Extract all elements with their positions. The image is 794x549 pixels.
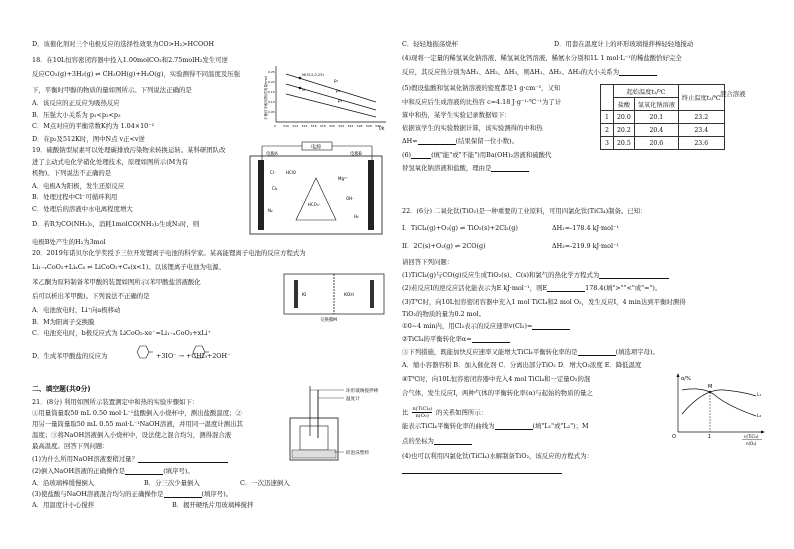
q22-graph bbox=[664, 370, 768, 446]
svg-text:H₂: H₂ bbox=[354, 214, 359, 219]
table-subheader: 盐酸 bbox=[614, 98, 635, 111]
answer-blank[interactable] bbox=[472, 336, 510, 343]
q18-graph-label-p2: p₂ bbox=[336, 88, 341, 93]
q18-graph-xlabel: T/K bbox=[378, 126, 385, 131]
q20-stem-4: 后可以析出苯甲酸)。下列说法不正确的是 bbox=[32, 292, 150, 300]
svg-text:Cl⁻: Cl⁻ bbox=[270, 170, 277, 175]
q22-stem: 22．(6分) 二氧化钛(TiO₂)是一种重要的工业原料，可用四氯化钛(TiCl₄)制备。已知： bbox=[402, 207, 647, 215]
q18-option-a: A．该反应的正反应为吸热反应 bbox=[32, 99, 120, 107]
svg-text:N₂: N₂ bbox=[268, 208, 273, 213]
q22-graph-line-l1: L₁ bbox=[757, 393, 762, 398]
svg-text:Cl₂: Cl₂ bbox=[272, 186, 278, 191]
q21-q5-4: 依据该学生的实验数据计算，该实验测得的中和热 bbox=[402, 124, 543, 132]
q18-graph-point-n: N bbox=[302, 88, 305, 92]
q22-graph-point-m: M bbox=[708, 384, 713, 390]
q19-electrode-b-label: 电极B bbox=[350, 152, 362, 157]
q18-graph-label-p3: p₃ bbox=[338, 98, 343, 103]
q22-q3: (3)T℃时，向10L恒容密闭容器中充入1 mol TiCl₄和2 mol O₂，发生反应I，4 min达到平衡时测得 bbox=[402, 298, 686, 306]
q22-ask: 请回答下列问题： bbox=[402, 258, 454, 266]
q21-q4: (4)现将一定量的稀氢氧化钠溶液、稀氢氧化钙溶液、稀氨水分别和1L 1 mol·L⁻¹的稀盐酸恰好完全 bbox=[402, 54, 682, 62]
q18-graph-tick-x: 522 bbox=[338, 124, 345, 128]
svg-text:KI: KI bbox=[302, 293, 307, 298]
table-header-start: 起始温度t₁/℃ bbox=[614, 85, 679, 98]
left-column bbox=[32, 0, 392, 549]
q19-option-d: D．若R为CO(NH₂)₂，消耗1molCO(NH₂)₂生成N₂时，则 bbox=[32, 220, 200, 228]
q18-graph-tick-y: 0.05 bbox=[268, 110, 275, 114]
calorimeter-label-stirrer: 环形玻璃搅拌棒 bbox=[346, 389, 379, 394]
q18-stem-3: 下，平衡时甲醇的物质的量如图所示。下列说法正确的是 bbox=[32, 86, 192, 94]
answer-blank[interactable] bbox=[125, 468, 163, 475]
q18-graph bbox=[264, 62, 392, 134]
q21-q2: (2)倒入NaOH溶液的正确操作是 (填序号)。 bbox=[32, 467, 194, 475]
q22-q4: (4)也可以利用四氯化钛(TiCl₄)水解制备TiO₂，该反应的方程式为： bbox=[402, 452, 593, 460]
table-row: 2 20.2 20.4 23.4 bbox=[601, 124, 725, 137]
q20-option-d: D．生成苯甲酸盐的反应为 bbox=[32, 352, 108, 360]
q22-graph-xlabel-bot: n(O₂) bbox=[746, 441, 757, 446]
q22-eq-1-dh: ΔH₁=-178.4 kJ·mol⁻¹ bbox=[552, 224, 619, 232]
q22-q3-3: ③下列措施，既能加快反应速率又能增大TiCl₄平衡转化率的是 (填选项字母)。 bbox=[402, 348, 659, 356]
answer-blank[interactable] bbox=[547, 285, 585, 292]
q22-eq-2-dh: ΔH₂=-219.9 kJ·mol⁻¹ bbox=[552, 242, 619, 250]
q22-q3-1: ①0~4 min内，用Cl₂表示的反应速率v(Cl₂)= bbox=[402, 322, 570, 330]
q20-option-c: C．电池充电时，b极反应式为 LiCoO₂-xe⁻=Li₁₋ₓCoO₂+xLi⁺ bbox=[32, 329, 211, 337]
q21-stem-2: ①用量筒量取50 mL 0.50 mol·L⁻¹盐酸倒入小烧杯中，测出盐酸温度；② bbox=[32, 409, 242, 417]
q19-stem-3: 机物)。下列说法不正确的是 bbox=[32, 169, 112, 177]
q20-stem-2: Li₁₋ₓCoO₂+LiₓC₆ ⇌ LiCoO₂+C₆(x<1)。以该锂离子电池为电源、 bbox=[32, 263, 226, 271]
q18-graph-tick-y: 0.20 bbox=[268, 80, 275, 84]
q20-stem: 20．2019年诺贝尔化学奖授予三位开发锂离子电池的科学家。某高能锂离子电池的反应方程式为 bbox=[32, 249, 306, 257]
q18-graph-tick-x: 514 bbox=[301, 124, 308, 128]
q20-option-b: B．M为阳离子交换膜 bbox=[32, 318, 95, 326]
q20-option-a: A．电池放电时，Li⁺向a极移动 bbox=[32, 306, 121, 314]
q19-stem-2: 进了主动式电化学硝化处理技术，原理如图所示(M为有 bbox=[32, 158, 189, 166]
q19-electrode-a-label: 电极A bbox=[266, 152, 278, 157]
q21-q1: (1)为什么所用NaOH溶液要稍过量？ bbox=[32, 455, 228, 463]
answer-blank[interactable] bbox=[164, 491, 202, 498]
q21-q6: (6) (填"能"或"不能")用Ba(OH)₂溶液和硫酸代 bbox=[402, 151, 552, 159]
q21-q5-3: 算中和热，某学生实验记录数据如下： bbox=[402, 111, 511, 119]
ratio-denominator: n(O₂) bbox=[415, 413, 429, 419]
answer-blank[interactable] bbox=[619, 69, 657, 76]
q19-stem: 19．硫酸钠型尿素可以处理碳排放污染物来转换运转。某科研团队改 bbox=[32, 146, 226, 154]
q22-graph-x1: 1 bbox=[708, 434, 712, 440]
answer-blank[interactable] bbox=[532, 323, 570, 330]
svg-text:HClO: HClO bbox=[286, 170, 297, 175]
q22-graph-line-l2: L₂ bbox=[757, 414, 762, 419]
q21-q2-option-b: B．分三次少量倒入 bbox=[144, 479, 200, 487]
q18-graph-label-p1: p₁ bbox=[334, 78, 339, 83]
table-row: 1 20.0 20.1 23.2 bbox=[601, 111, 725, 124]
q19-option-c: C．处理后的溶液中水电离程度增大 bbox=[32, 205, 133, 213]
q21-q3-option-d: D．用套在温度计上的环形玻璃搅拌棒轻轻地搅动 bbox=[554, 40, 694, 48]
q18-stem-2: 反应CO₂(g)+3H₂(g) ⇌ CH₃OH(g)+H₂O(g)，实验测得不同温度及压强 bbox=[32, 70, 241, 78]
q22-q3-4-5: 点的坐标为 bbox=[402, 437, 472, 445]
answer-blank[interactable] bbox=[495, 423, 533, 430]
q21-q4-2: 反应，其反应热分别为ΔH₁、ΔH₂、ΔH₃，则ΔH₁、ΔH₂、ΔH₃的大小关系为 bbox=[402, 68, 657, 76]
q18-graph-tick-x: 526 bbox=[356, 124, 363, 128]
q22-q3-4-2: 合气体，发生反应I，两种气体的平衡转化率(α)与起始的物质的量之 bbox=[402, 389, 593, 397]
answer-blank[interactable] bbox=[138, 456, 228, 463]
q18-graph-tick-x: 510 bbox=[283, 124, 289, 128]
q18-graph-tick-x: 524 bbox=[347, 124, 354, 128]
q18-graph-point-m: M(512,0.25) bbox=[302, 73, 324, 77]
q21-q3-option-a: A．用温度计小心搅拌 bbox=[32, 501, 95, 509]
q21-data-table bbox=[600, 84, 725, 150]
benzene-ring-icon bbox=[134, 344, 154, 360]
table-row: 3 20.5 20.6 23.6 bbox=[601, 137, 725, 150]
q18-graph-tick-y: 0.25 bbox=[268, 70, 275, 74]
answer-blank[interactable] bbox=[578, 349, 616, 356]
q22-graph-ylabel: α/% bbox=[681, 376, 691, 382]
q21-q5-5: ΔH= (结果保留一位小数)。 bbox=[402, 137, 519, 145]
right-column bbox=[402, 0, 770, 549]
q18-graph-tick-x: 518 bbox=[320, 124, 326, 128]
section-2-title: 二、填空题(共0分) bbox=[32, 385, 91, 393]
answer-blank[interactable] bbox=[411, 152, 431, 159]
q22-q1: (1)TiCl₄(g)与CO(g)反应生成TiO₂(s)、C(s)和氯气的热化学方程式为 bbox=[402, 271, 669, 279]
q18-graph-tick-y: 0.15 bbox=[268, 90, 275, 94]
q21-q3-option-c: C．轻轻地振荡烧杯 bbox=[402, 40, 459, 48]
q21-q5: (5)假设盐酸和氢氧化钠溶液的密度都是1 g·cm⁻³，又知 bbox=[402, 84, 561, 92]
benzene-ring-icon bbox=[190, 344, 210, 360]
q22-q3-4-3: 比 n(TiCl₄) n(O₂) 的关系如图所示： bbox=[402, 406, 488, 419]
q20-membrane-label: 交换膜M bbox=[320, 318, 337, 322]
answer-blank[interactable] bbox=[434, 438, 472, 445]
calorimeter-label-thermometer: 温度计 bbox=[346, 397, 360, 402]
q18-graph-tick-x: 512 bbox=[292, 124, 299, 128]
q22-q3-4-4: 能表示TiCl₄平衡转化率的曲线为 (填"L₁"或"L₂")；M bbox=[402, 422, 589, 430]
q19-option-d-2: 电极B处产生的H₂为3mol bbox=[32, 238, 106, 246]
q20-device-diagram bbox=[280, 270, 390, 322]
q22-graph-xlabel-top: n(TiCl₄) bbox=[744, 434, 759, 439]
q22-q3-3-options: A．缩小容器容积 B．加入催化剂 C．分离出部分TiO₂ D．增大O₂浓度 E．降低温度 bbox=[402, 361, 642, 369]
answer-blank[interactable] bbox=[491, 165, 529, 172]
q19-option-b: B．处理过程中Cl⁻可循环利用 bbox=[32, 193, 118, 201]
calorimeter-label-foam: 碎泡沫塑料 bbox=[346, 451, 369, 456]
q19-cell-diagram bbox=[242, 140, 390, 238]
table-subheader: 氢氧化钠溶液 bbox=[634, 98, 678, 111]
svg-text:KOH: KOH bbox=[344, 293, 354, 298]
q21-stem-5: 最高温度。回答下列问题： bbox=[32, 442, 109, 450]
q21-stem: 21．(8分) 利用如图所示装置测定中和热的实验步骤如下： bbox=[32, 398, 199, 406]
q22-q2: (2)若反应I的逆反应活化能表示为E kJ·mol⁻¹，则E 178.4(填">""<"或"=")。 bbox=[402, 284, 662, 292]
answer-blank[interactable] bbox=[402, 467, 562, 474]
q22-eq-2: II．2C(s)+O₂(g) ⇌ 2CO(g) bbox=[402, 242, 486, 250]
q18-stem: 18．在10L恒容密闭容器中投入1.00molCO₂和2.75molH₂发生可逆 bbox=[32, 56, 228, 64]
q21-stem-3: 用另一量筒量取50 mL 0.55 mol·L⁻¹NaOH溶液，并用同一温度计测出其 bbox=[32, 420, 243, 428]
q18-option-d: D．在p₂及512K时，图中N点 v正<v逆 bbox=[32, 135, 145, 143]
q21-q5-2: 中和反应后生成溶液的比热容 c=4.18 J·g⁻¹·℃⁻¹为了计 bbox=[402, 98, 562, 106]
q21-q2-option-c: C．一次迅速倒入 bbox=[240, 479, 290, 487]
q22-q4-answer bbox=[402, 466, 562, 474]
q18-graph-ylabel: 平衡时甲醇的物质的量/mol bbox=[264, 76, 268, 120]
q19-power-label: 电源 bbox=[311, 144, 322, 151]
q18-graph-tick-x: 520 bbox=[329, 124, 335, 128]
q21-q2-option-a: A．沿玻璃棒缓慢倒入 bbox=[32, 479, 95, 487]
q20-stem-3: 苯乙酮为原料制备苯甲酸的装置如图所示(苯甲酸盐溶液酸化 bbox=[32, 278, 201, 286]
q19-option-a: A．电极A为阳极，发生还原反应 bbox=[32, 182, 125, 190]
q22-q3-2: TiO₂的物质的量为0.2 mol。 bbox=[402, 310, 485, 318]
answer-blank[interactable] bbox=[418, 138, 456, 145]
q17-option-d: D．该催化剂对三个电极反应的选择性效果为CO>H₂>HCOOH bbox=[32, 40, 215, 48]
q18-graph-tick-x: 0 bbox=[274, 124, 276, 128]
table-header-end: 终止温度t₂/℃ bbox=[678, 85, 724, 111]
q21-q3-option-b: B．揭开硬纸片用玻璃棒搅拌 bbox=[172, 501, 254, 509]
q21-q6-2: 替氢氧化钠溶液和盐酸，理由是 bbox=[402, 164, 529, 172]
table-subheader: 混合溶液 bbox=[720, 90, 746, 98]
ratio-numerator: n(TiCl₄) bbox=[412, 406, 432, 412]
q22-q3-2b: ②TiCl₄的平衡转化率α= bbox=[402, 335, 510, 343]
q18-graph-tick-x: 530 bbox=[375, 124, 381, 128]
q22-graph-origin: O bbox=[672, 434, 676, 440]
q22-q3-4: ④T℃时，向10L恒容密闭容器中充入4 mol TiCl₄和一定量O₂的混 bbox=[402, 375, 591, 383]
q18-graph-tick-y: 0.10 bbox=[268, 100, 275, 104]
q18-option-c: C．M点对应的平衡常数K约为 1.04×10⁻² bbox=[32, 122, 155, 130]
answer-blank[interactable] bbox=[599, 272, 669, 279]
q18-graph-tick-x: 528 bbox=[366, 124, 372, 128]
svg-text:Mg²⁺: Mg²⁺ bbox=[338, 176, 348, 181]
q22-eq-1: I．TiCl₄(g)+O₂(g) ⇌ TiO₂(s)+2Cl₂(g) bbox=[402, 224, 518, 232]
q20-equation: +3IO⁻ → +CHI₃+2OH⁻ bbox=[156, 352, 231, 360]
q18-option-b: B．压强大小关系为 p₁<p₂<p₃ bbox=[32, 111, 121, 119]
svg-text:HCO₃⁻: HCO₃⁻ bbox=[308, 202, 321, 207]
calorimeter-diagram bbox=[284, 384, 392, 474]
q21-q3: (3)使盐酸与NaOH溶液混合均匀的正确操作是 (填序号)。 bbox=[32, 490, 233, 498]
svg-text:OH⁻: OH⁻ bbox=[346, 196, 355, 201]
q21-stem-4: 温度；③将NaOH溶液倒入小烧杯中，设法使之混合均匀，测得混合液 bbox=[32, 431, 232, 439]
q18-graph-tick-x: 516 bbox=[310, 124, 317, 128]
